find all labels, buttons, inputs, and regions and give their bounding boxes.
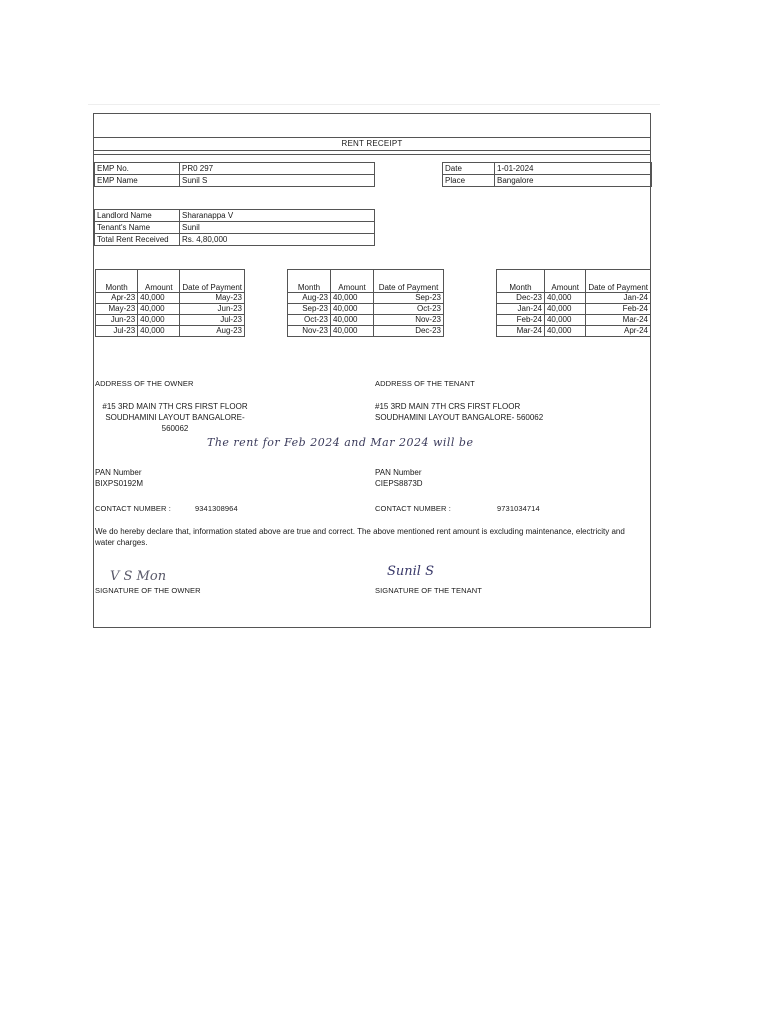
table-row xyxy=(95,234,375,246)
table-row xyxy=(497,304,651,315)
table-row xyxy=(96,304,245,315)
employee-table xyxy=(94,162,375,187)
owner-address xyxy=(95,401,255,434)
amount-cell: 40,000 xyxy=(331,326,374,337)
column-header-date-of-payment: Date of Payment xyxy=(586,270,651,293)
tenant-signature-label: SIGNATURE OF THE TENANT xyxy=(375,586,482,595)
month-cell: Aug-23 xyxy=(288,293,331,304)
tenant-name-value: Sunil xyxy=(180,222,375,234)
handwritten-note: The rent for Feb 2024 and Mar 2024 will be xyxy=(207,436,474,449)
owner-address-line: #15 3RD MAIN 7TH CRS FIRST FLOOR xyxy=(102,402,248,411)
tenant-pan-value: CIEPS8873D xyxy=(375,479,423,488)
amount-cell: 40,000 xyxy=(544,315,585,326)
owner-pan xyxy=(95,467,143,489)
landlord-value: Sharanappa V xyxy=(180,210,375,222)
amount-cell: 40,000 xyxy=(331,304,374,315)
month-cell: May-23 xyxy=(96,304,138,315)
table-row xyxy=(443,163,652,175)
amount-cell: 40,000 xyxy=(138,315,180,326)
amount-cell: 40,000 xyxy=(331,293,374,304)
place-value: Bangalore xyxy=(495,175,652,187)
table-row xyxy=(95,163,375,175)
total-rent-value: Rs. 4,80,000 xyxy=(180,234,375,246)
table-row xyxy=(96,315,245,326)
amount-cell: 40,000 xyxy=(138,293,180,304)
amount-cell: 40,000 xyxy=(544,293,585,304)
table-row xyxy=(497,315,651,326)
date-value: 1-01-2024 xyxy=(495,163,652,175)
payment-date-cell: Jun-23 xyxy=(180,304,245,315)
column-header-date-of-payment: Date of Payment xyxy=(374,270,444,293)
payment-date-cell: Sep-23 xyxy=(374,293,444,304)
column-header-month: Month xyxy=(288,270,331,293)
month-cell: Mar-24 xyxy=(497,326,545,337)
table-row xyxy=(288,293,444,304)
tenant-name-label: Tenant's Name xyxy=(95,222,180,234)
tenant-contact-label: CONTACT NUMBER : xyxy=(375,504,451,513)
column-header-date-of-payment: Date of Payment xyxy=(180,270,245,293)
table-row xyxy=(288,326,444,337)
tenant-pan-label: PAN Number xyxy=(375,468,422,477)
column-header-month: Month xyxy=(96,270,138,293)
table-row xyxy=(497,293,651,304)
column-header-amount: Amount xyxy=(331,270,374,293)
owner-address-line: SOUDHAMINI LAYOUT BANGALORE- xyxy=(105,413,245,422)
table-row xyxy=(95,210,375,222)
place-label: Place xyxy=(443,175,495,187)
tenant-address-line: #15 3RD MAIN 7TH CRS FIRST FLOOR xyxy=(375,402,521,411)
table-row xyxy=(443,175,652,187)
emp-no-value: PR0 297 xyxy=(180,163,375,175)
payment-table-3 xyxy=(496,269,651,337)
amount-cell: 40,000 xyxy=(331,315,374,326)
amount-cell: 40,000 xyxy=(138,304,180,315)
owner-contact-value: 9341308964 xyxy=(195,504,238,513)
page-top-rule xyxy=(88,104,660,105)
owner-pan-value: BIXPS0192M xyxy=(95,479,144,488)
month-cell: Jan-24 xyxy=(497,304,545,315)
table-header-row xyxy=(96,270,245,293)
owner-signature-label: SIGNATURE OF THE OWNER xyxy=(95,586,201,595)
payment-date-cell: Jan-24 xyxy=(586,293,651,304)
month-cell: Nov-23 xyxy=(288,326,331,337)
month-cell: Jun-23 xyxy=(96,315,138,326)
owner-address-heading: ADDRESS OF THE OWNER xyxy=(95,379,194,388)
column-header-amount: Amount xyxy=(138,270,180,293)
month-cell: Dec-23 xyxy=(497,293,545,304)
payment-date-cell: Mar-24 xyxy=(586,315,651,326)
tenant-address-heading: ADDRESS OF THE TENANT xyxy=(375,379,475,388)
date-place-table xyxy=(442,162,652,187)
payment-date-cell: Jul-23 xyxy=(180,315,245,326)
payment-table-1 xyxy=(95,269,245,337)
tenant-signature: Sunil S xyxy=(387,564,435,579)
table-row xyxy=(288,315,444,326)
owner-pan-label: PAN Number xyxy=(95,468,142,477)
payment-date-cell: Feb-24 xyxy=(586,304,651,315)
owner-contact-label: CONTACT NUMBER : xyxy=(95,504,171,513)
landlord-label: Landlord Name xyxy=(95,210,180,222)
tenant-contact-value: 9731034714 xyxy=(497,504,540,513)
emp-no-label: EMP No. xyxy=(95,163,180,175)
emp-name-value: Sunil S xyxy=(180,175,375,187)
rent-receipt xyxy=(93,113,651,628)
payment-date-cell: Dec-23 xyxy=(374,326,444,337)
tenant-address xyxy=(375,401,543,423)
column-header-amount: Amount xyxy=(544,270,585,293)
table-header-row xyxy=(288,270,444,293)
table-row xyxy=(497,326,651,337)
month-cell: Feb-24 xyxy=(497,315,545,326)
table-row xyxy=(288,304,444,315)
table-row xyxy=(95,175,375,187)
owner-address-line: 560062 xyxy=(161,424,189,433)
date-label: Date xyxy=(443,163,495,175)
payment-date-cell: Nov-23 xyxy=(374,315,444,326)
amount-cell: 40,000 xyxy=(544,304,585,315)
declaration-text: We do hereby declare that, information stated above are true and correct. The above mentioned rent amount is excluding maintenance, electricity and water charges. xyxy=(95,527,625,547)
amount-cell: 40,000 xyxy=(138,326,180,337)
amount-cell: 40,000 xyxy=(544,326,585,337)
tenant-pan xyxy=(375,467,423,489)
emp-name-label: EMP Name xyxy=(95,175,180,187)
receipt-title: RENT RECEIPT xyxy=(94,137,650,151)
tenant-address-line: SOUDHAMINI LAYOUT BANGALORE- 560062 xyxy=(375,413,544,422)
landlord-table xyxy=(94,209,375,246)
payment-date-cell: Apr-24 xyxy=(586,326,651,337)
title-spacer-row xyxy=(94,149,650,155)
month-cell: Apr-23 xyxy=(96,293,138,304)
table-header-row xyxy=(497,270,651,293)
total-rent-label: Total Rent Received xyxy=(95,234,180,246)
month-cell: Oct-23 xyxy=(288,315,331,326)
payment-date-cell: May-23 xyxy=(180,293,245,304)
payment-date-cell: Aug-23 xyxy=(180,326,245,337)
table-row xyxy=(96,326,245,337)
table-row xyxy=(96,293,245,304)
payment-date-cell: Oct-23 xyxy=(374,304,444,315)
column-header-month: Month xyxy=(497,270,545,293)
table-row xyxy=(95,222,375,234)
owner-signature: V S Mon xyxy=(110,569,167,584)
month-cell: Sep-23 xyxy=(288,304,331,315)
payment-table-2 xyxy=(287,269,444,337)
month-cell: Jul-23 xyxy=(96,326,138,337)
